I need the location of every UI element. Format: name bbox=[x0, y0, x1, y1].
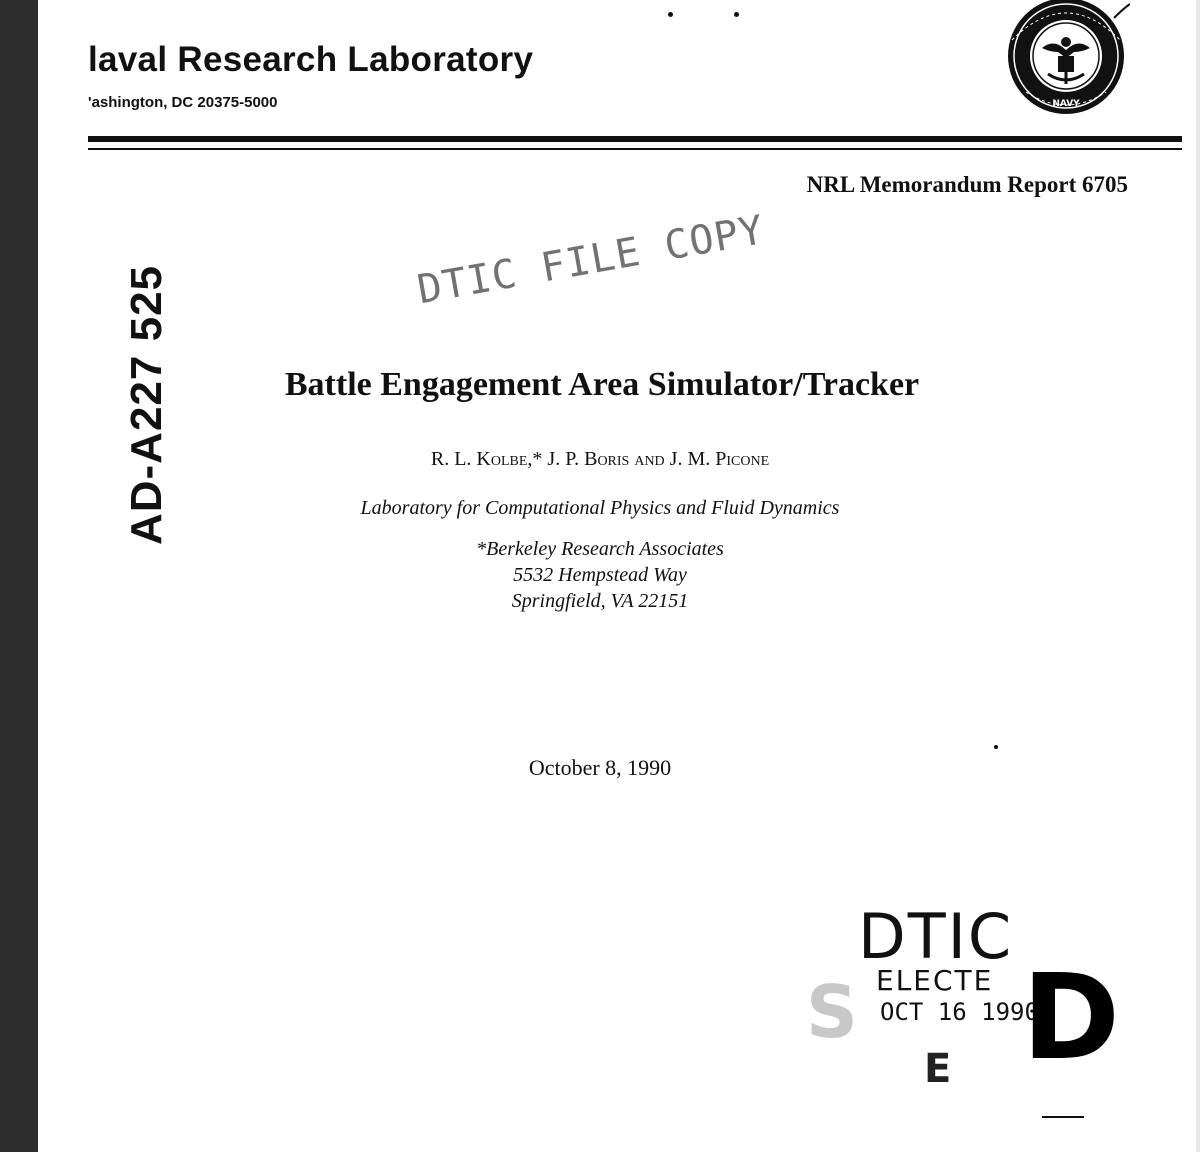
header-rule-thick bbox=[88, 136, 1182, 142]
dtic-status: ELECTE bbox=[876, 964, 994, 997]
report-number: NRL Memorandum Report 6705 bbox=[806, 172, 1128, 197]
scan-speck bbox=[994, 745, 998, 749]
dtic-sub-letter: E bbox=[924, 1046, 952, 1092]
affiliation: Laboratory for Computational Physics and Fluid Dynamics bbox=[360, 497, 840, 519]
lab-address: 'ashington, DC 20375-5000 bbox=[88, 94, 278, 111]
document-title-text: Battle Engagement Area Simulator/Tracker bbox=[284, 366, 920, 403]
svg-text:NAVY: NAVY bbox=[1052, 99, 1080, 109]
dtic-date: OCT 16 1990 bbox=[880, 998, 1039, 1026]
dtic-side-letter: S bbox=[806, 970, 858, 1054]
scan-mark bbox=[1042, 1116, 1084, 1118]
secondary-affiliation-name: *Berkeley Research Associates bbox=[476, 538, 724, 560]
dtic-stamp bbox=[800, 900, 1120, 1120]
dtic-word: DTIC bbox=[858, 900, 1014, 973]
dtic-letter: D bbox=[1022, 948, 1120, 1086]
secondary-affiliation-city: Springfield, VA 22151 bbox=[511, 590, 689, 612]
scan-speck bbox=[734, 12, 739, 17]
file-copy-stamp: DTIC FILE COPY bbox=[414, 207, 768, 314]
publication-date: October 8, 1990 bbox=[528, 755, 672, 780]
scan-speck bbox=[668, 12, 673, 17]
lab-name: laval Research Laboratory bbox=[88, 40, 534, 79]
navy-seal-logo bbox=[996, 0, 1130, 120]
header-rule-thin bbox=[88, 148, 1182, 150]
secondary-affiliation-street: 5532 Hempstead Way bbox=[513, 564, 687, 586]
authors: R. L. Kolbe,* J. P. Boris and J. M. Picone bbox=[430, 448, 770, 470]
side-identifier: AD-A227 525 bbox=[122, 264, 171, 546]
document-title bbox=[0, 366, 1200, 404]
